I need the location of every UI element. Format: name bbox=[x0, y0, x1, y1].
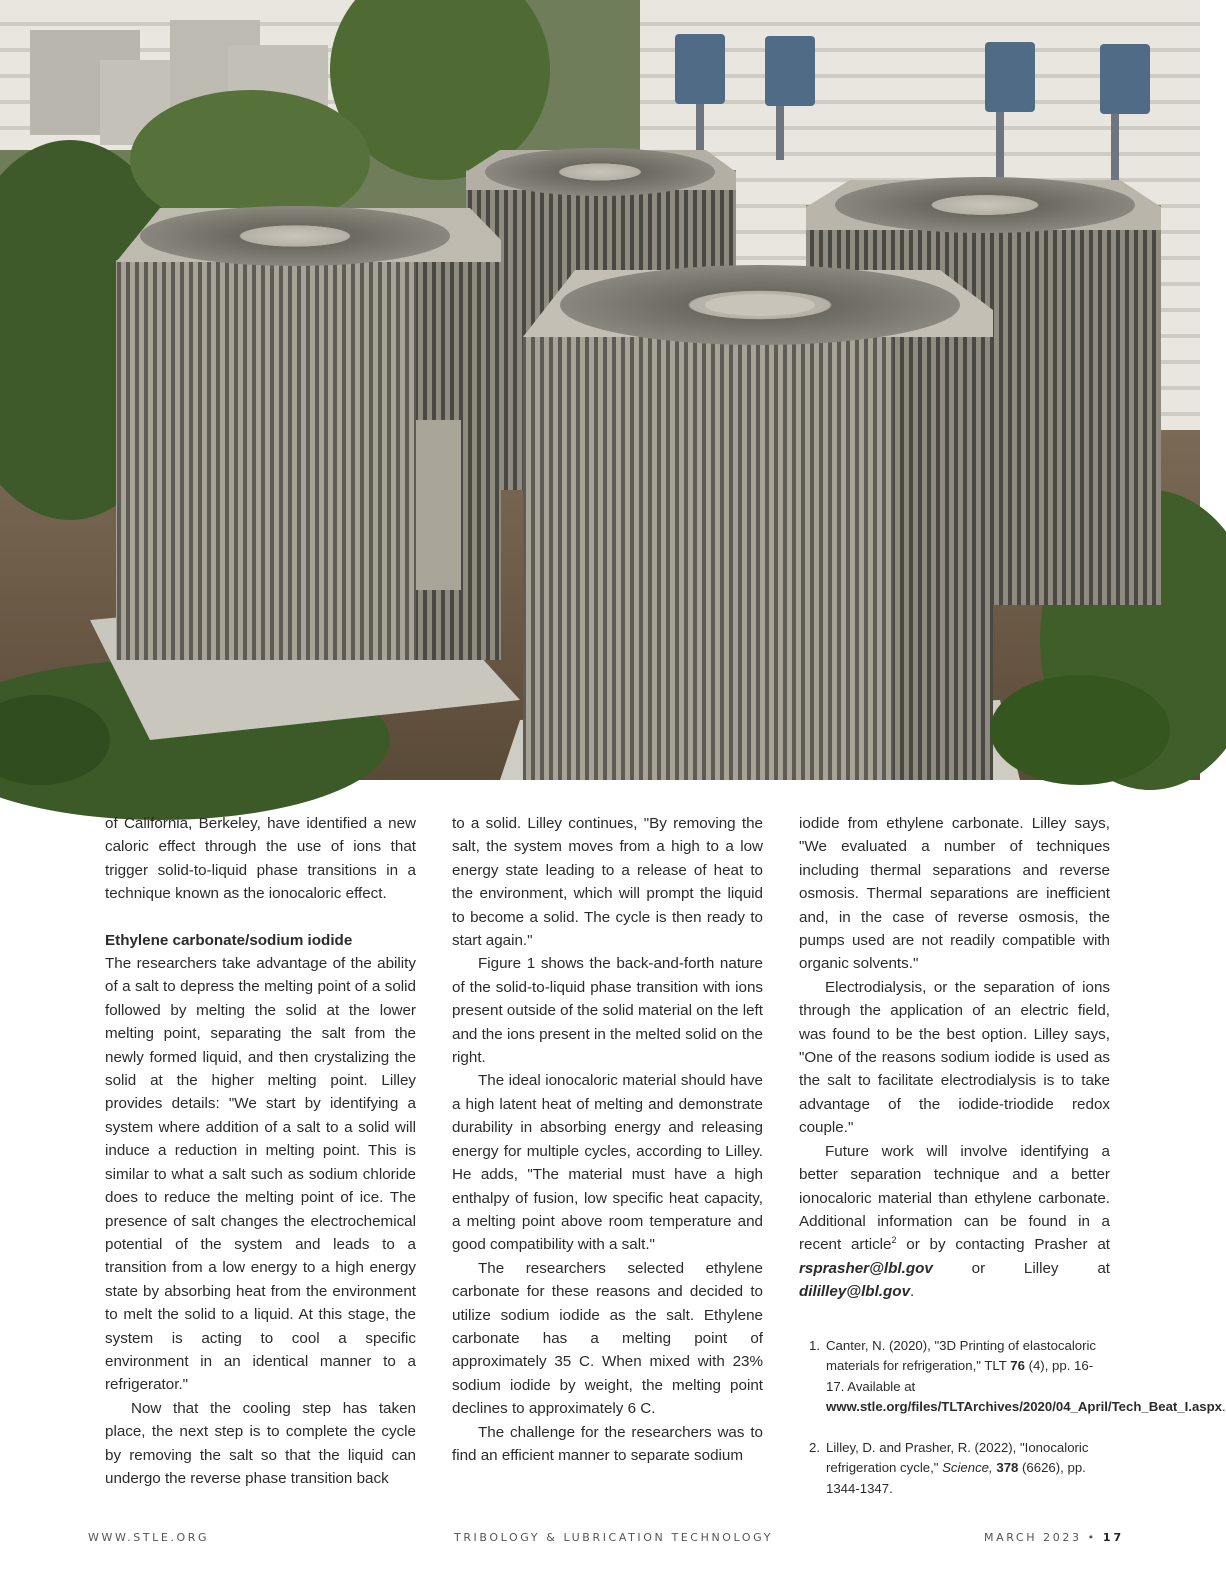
paragraph-gap bbox=[105, 906, 416, 929]
text-column-2 bbox=[452, 812, 763, 1467]
paragraph: Figure 1 shows the back-and-forth nature of the solid-to-liquid phase transition with ions present outside of the solid material on the left and the ions present in the melted solid on the right. bbox=[452, 955, 763, 1067]
paragraph: of California, Berkeley, have identified a new caloric effect through the use of ions that trigger solid-to-liquid phase transitions in a technique known as the ionocaloric effect. bbox=[105, 815, 416, 903]
text-run: or Lilley at bbox=[932, 1259, 1110, 1277]
paragraph: Electrodialysis, or the separation of ions through the application of an electric field, was found to be the best option. Lilley says, "One of the reasons sodium iodide is used as the salt to facilitate electrodialysis is to take advantage of the iodide-triodide redox couple." bbox=[799, 978, 1110, 1137]
text-run: . bbox=[1222, 1399, 1226, 1415]
section-heading: Ethylene carbonate/sodium iodide bbox=[105, 931, 353, 949]
journal-name: Science, bbox=[942, 1460, 993, 1476]
paragraph: to a solid. Lilley continues, "By removing the salt, the system moves from a high to a low energy state leading to a release of heat to the environment, which will prompt the liquid to become a solid. The cycle is then ready to start again." bbox=[452, 815, 763, 950]
email-link-lilley[interactable]: dililley@lbl.gov bbox=[799, 1283, 911, 1301]
text-run: Canter, N. (2020), "3D Printing of elastocaloric materials for refrigeration," TLT bbox=[826, 1337, 1097, 1374]
paragraph: The challenge for the researchers was to find an efficient manner to separate sodium bbox=[452, 1423, 763, 1464]
footer-website[interactable]: WWW.STLE.ORG bbox=[88, 1531, 210, 1544]
text-run: Lilley, D. and Prasher, R. (2022), "Ionocaloric refrigeration cycle," bbox=[826, 1439, 1089, 1476]
reference-item bbox=[799, 1336, 1226, 1418]
reference-url-link[interactable]: www.stle.org/files/TLTArchives/2020/04_April/Tech_Beat_I.aspx bbox=[826, 1399, 1223, 1415]
paragraph: The ideal ionocaloric material should have a high latent heat of melting and demonstrate durability in absorbing energy and releasing energy for multiple cycles, according to Lilley. He adds, "The material must have a high enthalpy of fusion, low specific heat capacity, a melting point above room temperature and good compatibility with a salt." bbox=[452, 1072, 763, 1254]
volume: 378 bbox=[996, 1460, 1019, 1476]
paragraph bbox=[799, 1140, 1110, 1304]
paragraph: The researchers take advantage of the ability of a salt to depress the melting point of a solid followed by melting the solid at the lower melting point, separating the salt from the newly formed liquid, and then crystalizing the solid at the higher melting point. Lilley provides details: "We start by identifying a system where addition of a salt to a solid will induce a reduction in melting point. This is similar to what a salt such as sodium chloride does to reduce the melting point of ice. The presence of salt changes the electrochemical potential of the system and leads to a transition from a low energy to a high energy state by absorbing heat from the environment to melt the solid to a liquid. At this stage, the system is acting to cool a specific environment in an identical manner to a refrigerator." bbox=[105, 955, 416, 1394]
email-link-prasher[interactable]: rsprasher@lbl.gov bbox=[799, 1259, 933, 1277]
volume: 76 bbox=[1010, 1358, 1025, 1374]
text-column-3 bbox=[799, 812, 1226, 1519]
footer-date-page bbox=[984, 1531, 1124, 1544]
text-run: (4), pp. 16-17. Available at bbox=[826, 1358, 1094, 1394]
paragraph: iodide from ethylene carbonate. Lilley says, "We evaluated a number of techniques including thermal separations and reverse osmosis. Thermal separations are inefficient and, in the case of reverse osmosis, the pumps used are not readily compatible with organic solvents." bbox=[799, 815, 1110, 973]
text-run: . bbox=[910, 1283, 915, 1301]
reference-item bbox=[799, 1438, 1110, 1500]
issue-date: MARCH 2023 bbox=[984, 1531, 1082, 1544]
text-column-1 bbox=[105, 812, 416, 1490]
text-run: or by contacting Prasher at bbox=[896, 1236, 1110, 1254]
separator-dot: • bbox=[1087, 1531, 1097, 1544]
paragraph: The researchers selected ethylene carbonate for these reasons and decided to utilize sodium iodide as the salt. Ethylene carbonate has a melting point of approximately 35 C. When mixed with 23% sodium iodide by weight, the melting point declines to approximately 6 C. bbox=[452, 1259, 763, 1418]
footnote-ref[interactable]: 2 bbox=[891, 1235, 897, 1246]
reference-number: 1. bbox=[809, 1337, 820, 1353]
references-list bbox=[799, 1336, 1226, 1500]
page-number: 17 bbox=[1102, 1531, 1125, 1544]
footer-publication: TRIBOLOGY & LUBRICATION TECHNOLOGY bbox=[454, 1531, 774, 1544]
text-run: Future work will involve identifying a better separation technique and a better ionocaloric material than ethylene carbonate. Additional information can be found in a recent article bbox=[799, 1142, 1110, 1254]
air-conditioner-units-photo bbox=[0, 0, 1200, 780]
text-run: (6626), pp. 1344-1347. bbox=[826, 1460, 1086, 1496]
reference-number: 2. bbox=[809, 1439, 820, 1455]
paragraph: Now that the cooling step has taken place, the next step is to complete the cycle by removing the salt so that the liquid can undergo the reverse phase transition back bbox=[105, 1399, 416, 1487]
